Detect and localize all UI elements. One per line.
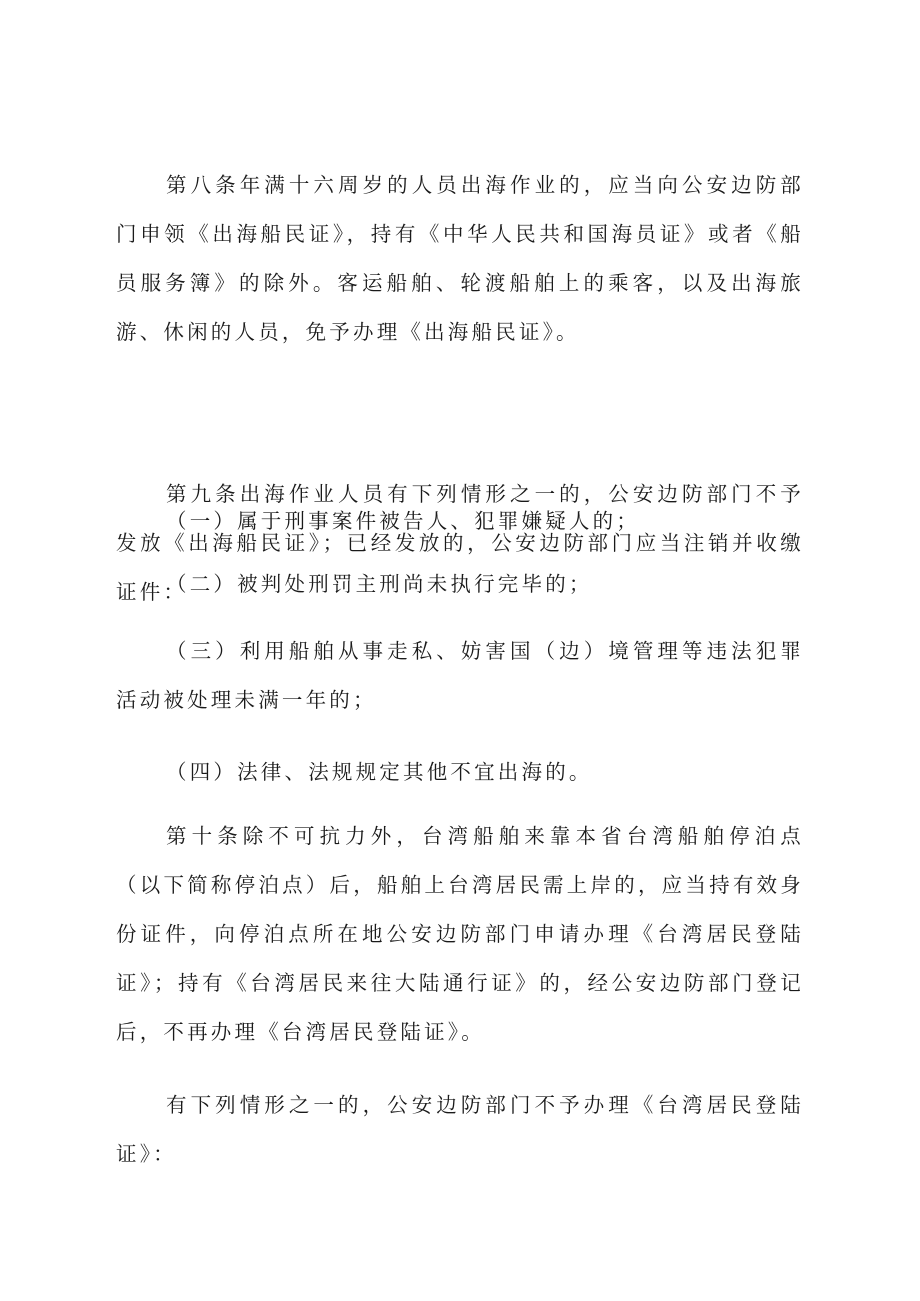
article-9-paragraph: 第九条出海作业人员有下列情形之一的，公安边防部门不予发放《出海船民证》；已经发放的，公安边防部门应当注销并收缴证件：: [116, 482, 804, 604]
article-9-item-4: （四）法律、法规规定其他不宜出海的。: [166, 760, 593, 784]
article-10-conditions-intro: 有下列情形之一的，公安边防部门不予办理《台湾居民登陆证》：: [116, 1093, 804, 1166]
article-9-item-1: （一）属于刑事案件被告人、犯罪嫌疑人的；: [166, 509, 640, 533]
article-9-item-2: （二）被判处刑罚主刑尚未执行完毕的；: [166, 572, 593, 596]
article-9-item-3: （三）利用船舶从事走私、妨害国（边）境管理等违法犯罪活动被处理未满一年的；: [116, 639, 804, 712]
article-8-paragraph: 第八条年满十六周岁的人员出海作业的，应当向公安边防部门申领《出海船民证》，持有《中华人民共和国海员证》或者《船员服务簿》的除外。客运船舶、轮渡船舶上的乘客，以及出海旅游、休闲的人员，免予办理《出海船民证》。: [116, 173, 804, 344]
article-10-paragraph: 第十条除不可抗力外，台湾船舶来靠本省台湾船舶停泊点（以下简称停泊点）后，船舶上台湾居民需上岸的，应当持有效身份证件，向停泊点所在地公安边防部门申请办理《台湾居民登陆证》；持有《台湾居民来往大陆通行证》的，经公安边防部门登记后，不再办理《台湾居民登陆证》。: [116, 824, 804, 1044]
